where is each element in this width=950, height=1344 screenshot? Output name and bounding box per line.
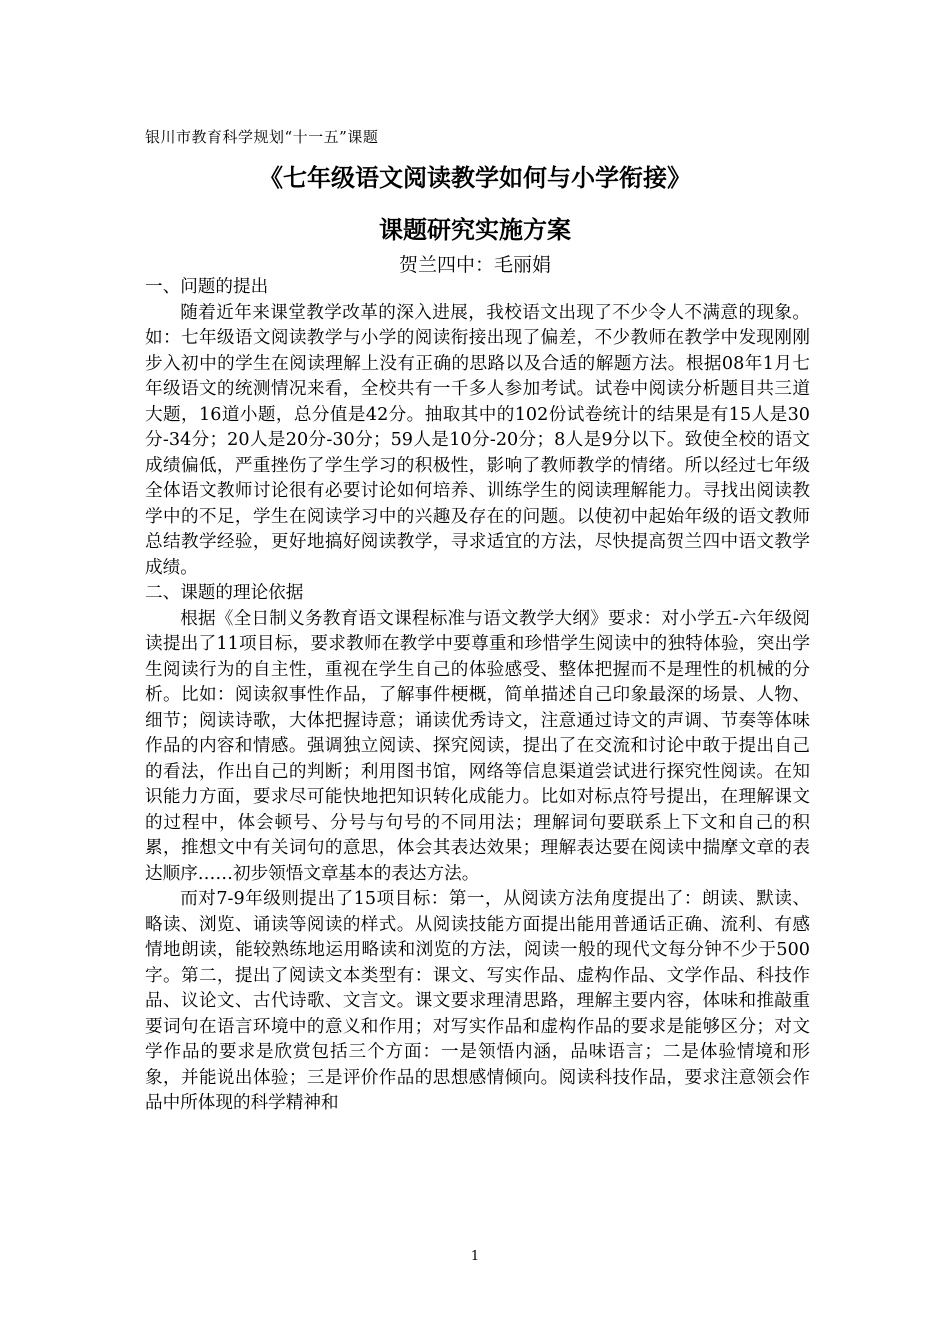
document-body bbox=[145, 275, 810, 1117]
section-heading-1: 一、问题的提出 bbox=[145, 277, 269, 297]
section-heading-2: 二、课题的理论依据 bbox=[145, 583, 304, 603]
document-title: 《七年级语文阅读教学如何与小学衔接》 bbox=[259, 163, 691, 192]
author-line: 贺兰四中：毛丽娟 bbox=[398, 254, 551, 276]
section-2-paragraph-1: 根据《全日制义务教育语文课程标准与语文教学大纲》要求：对小学五-六年级阅读提出了11项目标，要求教师在教学中要尊重和珍惜学生阅读中的独特体验，突出学生阅读行为的自主性，重视在学生自己的体验感受、整体把握而不是理性的机械的分析。比如：阅读叙事性作品，了解事件梗概，简单描述自己印象最深的场景、人物、细节；阅读诗歌，大体把握诗意；诵读优秀诗文，注意通过诗文的声调、节奏等体味作品的内容和情感。强调独立阅读、探究阅读，提出了在交流和讨论中敢于提出自己的看法，作出自己的判断；利用图书馆，网络等信息渠道尝试进行探究性阅读。在知识能力方面，要求尽可能快地把知识转化成能力。比如对标点符号提出，在理解课文的过程中，体会顿号、分号与句号的不同用法；理解词句要联系上下文和自己的积累，推想文中有关词句的意思，体会其表达效果；理解表达要在阅读中揣摩文章的表达顺序……初步领悟文章基本的表达方法。 bbox=[145, 608, 810, 884]
document-subtitle: 课题研究实施方案 bbox=[379, 215, 571, 244]
section-2-paragraph-2: 而对7-9年级则提出了15项目标：第一，从阅读方法角度提出了：朗读、默读、略读、浏览、诵读等阅读的样式。从阅读技能方面提出能用普通话正确、流利、有感情地朗读，能较熟练地运用略读和浏览的方法，阅读一般的现代文每分钟不少于500字。第二，提出了阅读文本类型有：课文、写实作品、虚构作品、文学作品、科技作品、议论文、古代诗歌、文言文。课文要求理清思路，理解主要内容，体味和推敲重要词句在语言环境中的意义和作用；对写实作品和虚构作品的要求是能够区分；对文学作品的要求是欣赏包括三个方面：一是领悟内涵，品味语言；二是体验情境和形象，并能说出体验；三是评价作品的思想感情倾向。阅读科技作品，要求注意领会作品中所体现的科学精神和 bbox=[145, 889, 810, 1113]
page-number: 1 bbox=[470, 1249, 480, 1264]
section-1-paragraph: 随着近年来课堂教学改革的深入进展，我校语文出现了不少令人不满意的现象。如：七年级语文阅读教学与小学的阅读衔接出现了偏差，不少教师在教学中发现刚刚步入初中的学生在阅读理解上没有正确的思路以及合适的解题方法。根据08年1月七年级语文的统测情况来看，全校共有一千多人参加考试。试卷中阅读分析题目共三道大题，16道小题，总分值是42分。抽取其中的102份试卷统计的结果是有15人是30分-34分；20人是20分-30分；59人是10分-20分；8人是9分以下。致使全校的语文成绩偏低，严重挫伤了学生学习的积极性，影响了教师教学的情绪。所以经过七年级全体语文教师讨论很有必要讨论如何培养、训练学生的阅读理解能力。寻找出阅读教学中的不足，学生在阅读学习中的兴趣及存在的问题。以使初中起始年级的语文教师总结教学经验，更好地搞好阅读教学，寻求适宜的方法，尽快提高贺兰四中语文教学成绩。 bbox=[145, 302, 810, 578]
document-header: 银川市教育科学规划“十一五”课题 bbox=[145, 128, 379, 146]
